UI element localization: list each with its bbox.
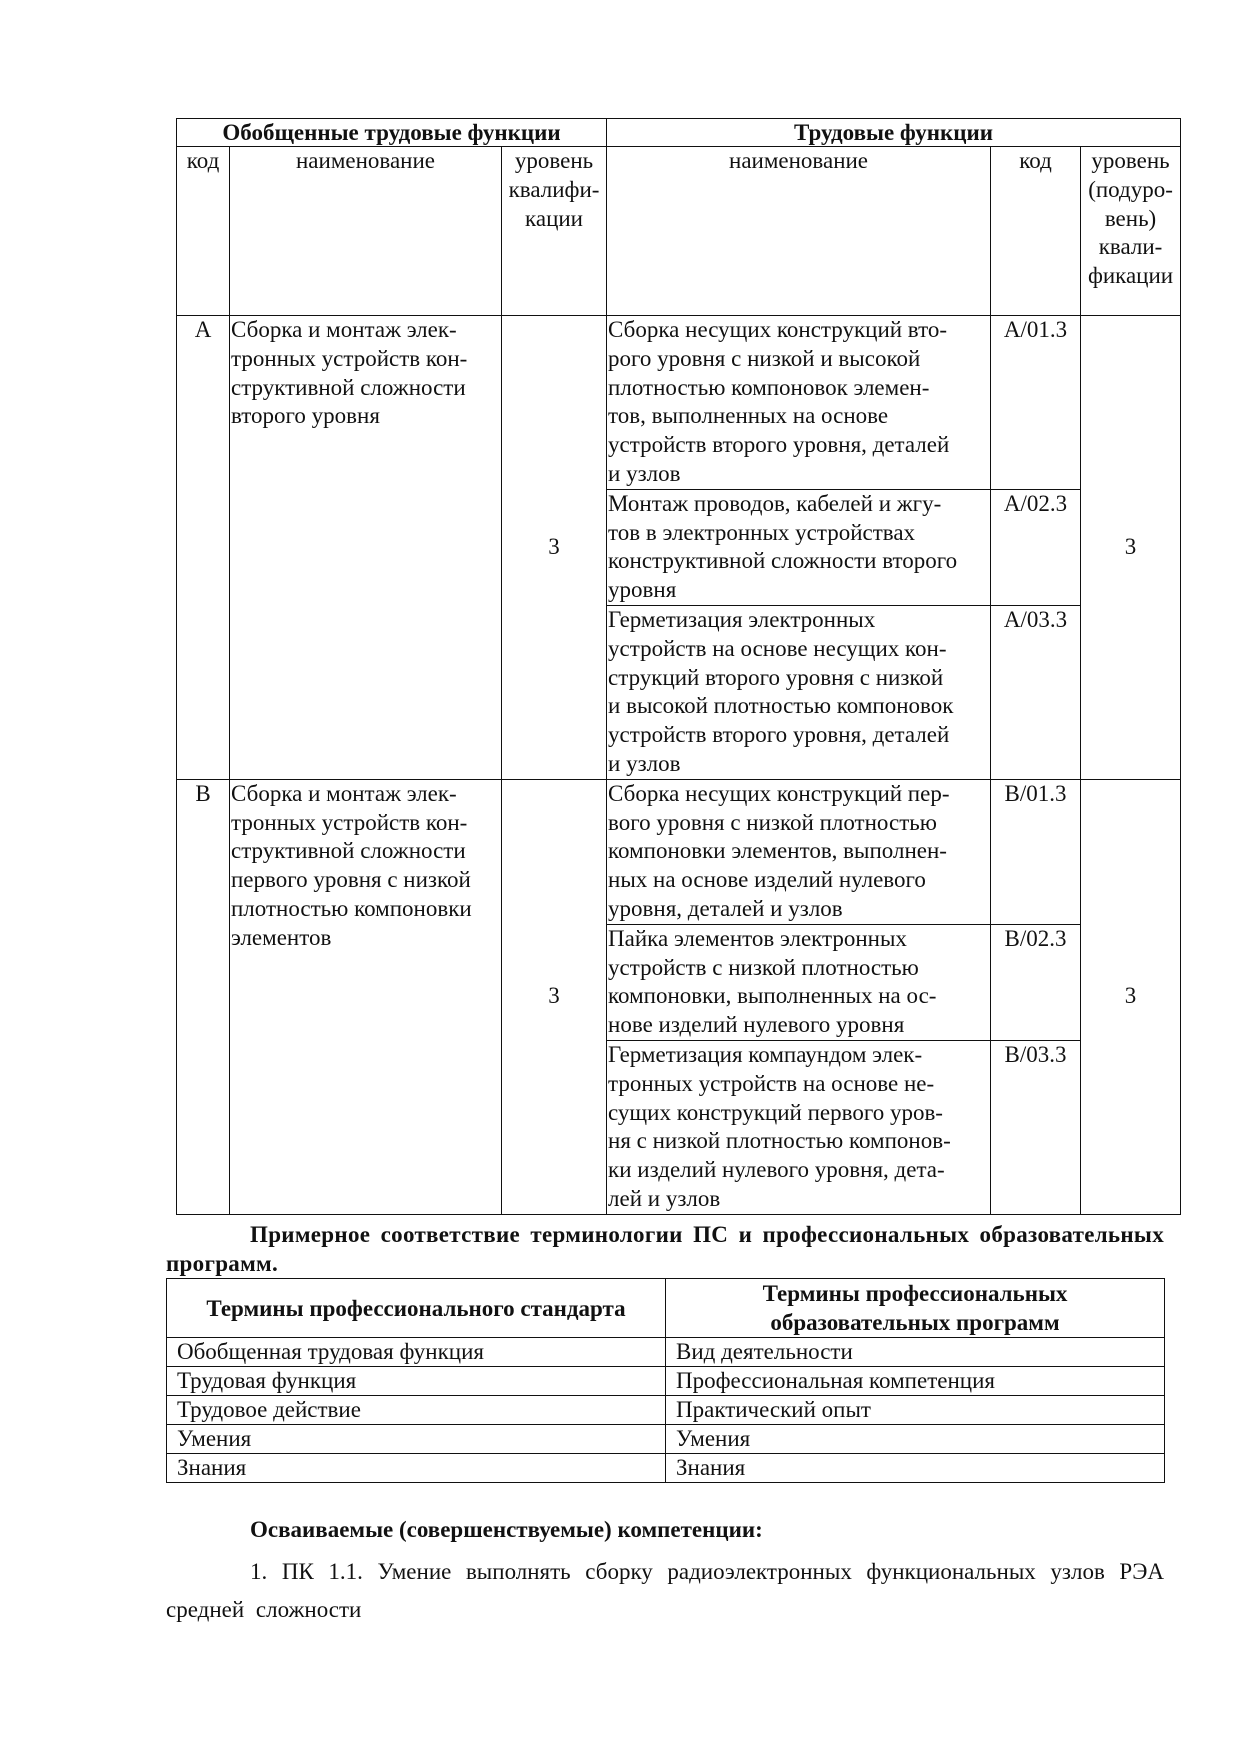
program-term: Вид деятельности <box>666 1338 1165 1367</box>
standard-term: Трудовая функция <box>167 1367 666 1396</box>
table-row <box>167 1338 1165 1367</box>
tf-name: Сборка несущих конструкций вто- рого уровня с низкой и высокой плотностью компоновок элемен- тов, выполненных на основе устройств второго уровня, деталей и узлов <box>607 316 991 490</box>
tf-name: Герметизация электронных устройств на основе несущих кон- струкций второго уровня с низкой и высокой плотностью компоновок устройств второго уровня, деталей и узлов <box>607 605 991 779</box>
ogf-code: В <box>177 779 230 1214</box>
ogf-name: Сборка и монтаж элек- тронных устройств кон- структивной сложности второго уровня <box>230 316 502 780</box>
tf-name: Сборка несущих конструкций пер- вого уровня с низкой плотностью компоновки элементов, выполнен- ных на основе изделий нулевого уровня, деталей и узлов <box>607 779 991 924</box>
standard-term: Знания <box>167 1454 666 1483</box>
labor-functions-header: Трудовые функции <box>607 119 1181 147</box>
table-row <box>177 316 1181 490</box>
standard-term: Трудовое действие <box>167 1396 666 1425</box>
col-ogf-name: наименование <box>230 147 502 316</box>
tf-level: 3 <box>1081 316 1181 780</box>
tf-code: A/03.3 <box>991 605 1081 779</box>
col-tf-name: наименование <box>607 147 991 316</box>
table-row <box>167 1396 1165 1425</box>
ogf-level: 3 <box>502 316 607 780</box>
tf-code: B/01.3 <box>991 779 1081 924</box>
standard-term: Обобщенная трудовая функция <box>167 1338 666 1367</box>
tf-code: B/02.3 <box>991 924 1081 1040</box>
col-tf-code: код <box>991 147 1081 316</box>
tf-code: A/02.3 <box>991 489 1081 605</box>
tf-name: Монтаж проводов, кабелей и жгу- тов в электронных устройствах конструктивной сложности второго уровня <box>607 489 991 605</box>
competencies-heading: Осваиваемые (совершенствуемые) компетенции: <box>250 1517 763 1542</box>
ogf-code: А <box>177 316 230 780</box>
col-tf-level: уровень (подуро- вень) квали- фикации <box>1081 147 1181 316</box>
program-term: Практический опыт <box>666 1396 1165 1425</box>
table-row <box>167 1367 1165 1396</box>
generalized-functions-header: Обобщенные трудовые функции <box>177 119 607 147</box>
ogf-level: 3 <box>502 779 607 1214</box>
terminology-heading: Примерное соответствие терминологии ПС и профессиональных образовательных программ. <box>166 1222 1164 1276</box>
competency-item: 1. ПК 1.1. Умение выполнять сборку радиоэлектронных функциональных узлов РЭА средней сложности <box>166 1559 1164 1622</box>
tf-name: Пайка элементов электронных устройств с низкой плотностью компоновки, выполненных на ос- нове изделий нулевого уровня <box>607 924 991 1040</box>
table-row <box>177 779 1181 924</box>
table-row <box>167 1425 1165 1454</box>
labor-functions-table <box>176 118 1181 1215</box>
program-term: Профессиональная компетенция <box>666 1367 1165 1396</box>
col-ogf-code: код <box>177 147 230 316</box>
col-standard-terms: Термины профессионального стандарта <box>167 1279 666 1338</box>
program-term: Знания <box>666 1454 1165 1483</box>
ogf-name: Сборка и монтаж элек- тронных устройств кон- структивной сложности первого уровня с низкой плотностью компоновки элементов <box>230 779 502 1214</box>
col-program-terms: Термины профессиональных образовательных программ <box>666 1279 1165 1338</box>
terminology-table <box>166 1278 1165 1483</box>
standard-term: Умения <box>167 1425 666 1454</box>
tf-code: B/03.3 <box>991 1040 1081 1214</box>
tf-code: A/01.3 <box>991 316 1081 490</box>
program-term: Умения <box>666 1425 1165 1454</box>
tf-level: 3 <box>1081 779 1181 1214</box>
col-ogf-level: уровень квалифи- кации <box>502 147 607 316</box>
table-row <box>167 1454 1165 1483</box>
tf-name: Герметизация компаундом элек- тронных устройств на основе не- сущих конструкций первого уров- ня с низкой плотностью компонов- ки изделий нулевого уровня, дета- лей и узлов <box>607 1040 991 1214</box>
